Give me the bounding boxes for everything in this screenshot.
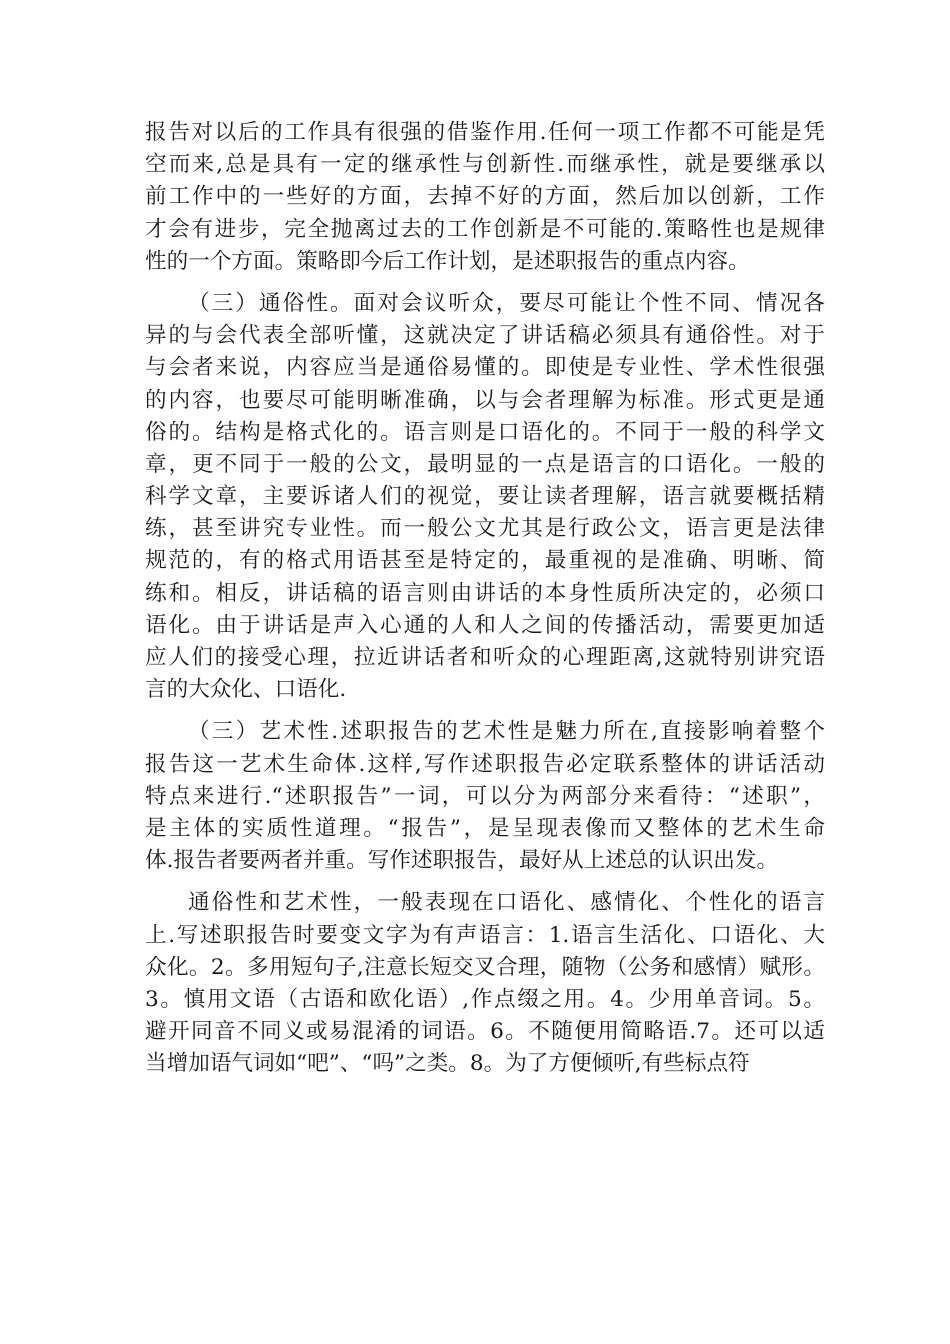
text-line: 报告这一艺术生命体.这样,写作述职报告必定联系整体的讲话活动 <box>145 751 825 777</box>
text-line: 当增加语气词如“吧”、“吗”之类。8。为了方便倾听,有些标点符 <box>145 1051 750 1077</box>
text-line: （三）通俗性。面对会议听众，要尽可能让个性不同、情况各 <box>188 290 825 316</box>
paragraph <box>145 716 825 877</box>
text-line: 俗的。结构是格式化的。语言则是口语化的。不同于一般的科学文 <box>145 419 825 445</box>
text-line: 的内容，也要尽可能明晰准确，以与会者理解为标准。形式更是通 <box>145 387 825 413</box>
paragraph <box>145 117 825 278</box>
document-body <box>145 117 825 1080</box>
paragraph-gap <box>145 278 825 288</box>
text-line: 练，甚至讲究专业性。而一般公文尤其是行政公文，语言更是法律 <box>145 516 825 542</box>
paragraph-gap <box>145 877 825 887</box>
text-line: 特点来进行.“述职报告”一词，可以分为两部分来看待：“述职”， <box>145 783 825 809</box>
paragraph <box>145 288 825 706</box>
text-line: 3。慎用文语（古语和欧化语）,作点缀之用。4。少用单音词。5。 <box>145 986 825 1012</box>
text-line: 与会者来说，内容应当是通俗易懂的。即使是专业性、学术性很强 <box>145 355 825 381</box>
text-line: 科学文章，主要诉诸人们的视觉，要让读者理解，语言就要概括精 <box>145 484 825 510</box>
text-line: 才会有进步，完全抛离过去的工作创新是不可能的.策略性也是规律 <box>145 216 825 242</box>
text-line: 规范的，有的格式用语甚至是特定的，最重视的是准确、明晰、简 <box>145 548 825 574</box>
text-line: 应人们的接受心理，拉近讲话者和听众的心理距离,这就特别讲究语 <box>145 645 825 670</box>
text-line: 语化。由于讲话是声入心通的人和人之间的传播活动，需要更加适 <box>145 612 825 638</box>
text-line: 体.报告者要两者并重。写作述职报告，最好从上述总的认识出发。 <box>145 848 779 874</box>
text-line: 众化。2。多用短句子,注意长短交叉合理，随物（公务和感情）赋形。 <box>145 954 825 980</box>
text-line: 前工作中的一些好的方面，去掉不好的方面，然后加以创新，工作 <box>145 184 825 210</box>
text-line: 章，更不同于一般的公文，最明显的一点是语言的口语化。一般的 <box>145 451 825 477</box>
text-line: 通俗性和艺术性，一般表现在口语化、感情化、个性化的语言 <box>188 890 825 916</box>
text-line: 性的一个方面。策略即今后工作计划，是述职报告的重点内容。 <box>145 248 750 274</box>
text-line: 是主体的实质性道理。“报告”，是呈现表像而又整体的艺术生命 <box>145 815 825 841</box>
text-line: 避开同音不同义或易混淆的词语。6。不随便用简略语.7。还可以适 <box>145 1019 825 1045</box>
text-line: 练和。相反，讲话稿的语言则由讲话的本身性质所决定的，必须口 <box>145 580 825 606</box>
text-line: 报告对以后的工作具有很强的借鉴作用.任何一项工作都不可能是凭 <box>145 120 825 145</box>
text-line: 空而来,总是具有一定的继承性与创新性.而继承性，就是要继承以 <box>145 152 825 178</box>
paragraph <box>145 887 825 1080</box>
paragraph-gap <box>145 706 825 716</box>
text-line: 言的大众化、口语化. <box>145 677 347 703</box>
text-line: 上.写述职报告时要变文字为有声语言：1.语言生活化、口语化、大 <box>145 922 825 948</box>
text-line: 异的与会代表全部听懂，这就决定了讲话稿必须具有通俗性。对于 <box>145 323 825 349</box>
text-line: （三）艺术性.述职报告的艺术性是魅力所在,直接影响着整个 <box>188 719 825 745</box>
